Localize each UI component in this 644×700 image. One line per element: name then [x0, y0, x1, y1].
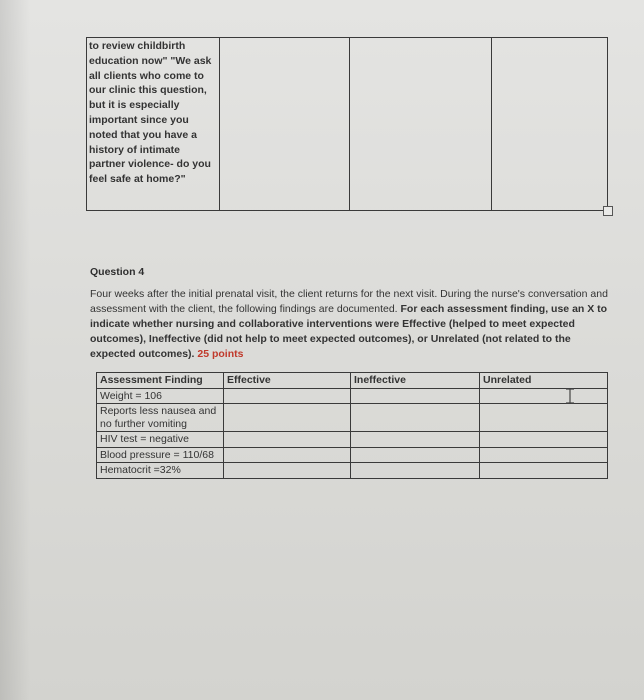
finding-label: Reports less nausea and no further vomiting [97, 404, 224, 432]
previous-table-cell-text[interactable]: to review childbirth education now" "We ask all clients who come to our clinic this question, but it is especially important since you noted that you have a history of intimate partner violence- do you feel safe at home?" [87, 38, 220, 211]
unrelated-cell[interactable] [480, 463, 608, 479]
unrelated-cell[interactable] [480, 432, 608, 448]
unrelated-cell[interactable] [480, 404, 608, 432]
table-row [97, 432, 608, 448]
ineffective-cell[interactable] [351, 447, 480, 463]
ineffective-cell[interactable] [351, 388, 480, 404]
question-instruction: For each assessment finding, use an X to indicate whether nursing and collaborative interventions were Effective (helped to meet expected outcomes), Ineffective (did not help to meet expected outcomes), or Unrelated (not related to the expected outcomes). [90, 303, 608, 360]
effective-cell[interactable] [224, 447, 351, 463]
question-points: 25 points [197, 348, 244, 360]
ineffective-cell[interactable] [351, 463, 480, 479]
effective-cell[interactable] [224, 388, 351, 404]
finding-label: HIV test = negative [97, 432, 224, 448]
previous-table-cell[interactable] [220, 38, 350, 211]
table-row [97, 463, 608, 479]
text-cursor-icon [564, 388, 576, 404]
header-unrelated: Unrelated [480, 373, 608, 389]
question-text [90, 287, 610, 362]
table-row [97, 447, 608, 463]
unrelated-cell[interactable] [480, 447, 608, 463]
finding-label: Blood pressure = 110/68 [97, 447, 224, 463]
header-effective: Effective [224, 373, 351, 389]
effective-cell[interactable] [224, 404, 351, 432]
assessment-table [96, 372, 608, 479]
previous-table-cell[interactable] [350, 38, 492, 211]
finding-label: Weight = 106 [97, 388, 224, 404]
previous-question-table [86, 37, 608, 211]
question-intro: Four weeks after the initial prenatal visit, the client returns for the next visit. During the nurse's conversation and assessment with the client, the following findings are documented. [90, 288, 608, 315]
question-title: Question 4 [90, 266, 145, 278]
effective-cell[interactable] [224, 463, 351, 479]
header-ineffective: Ineffective [351, 373, 480, 389]
table-row [97, 388, 608, 404]
table-resize-handle[interactable] [603, 206, 613, 216]
table-row [97, 404, 608, 432]
previous-table-cell[interactable] [492, 38, 608, 211]
table-header-row [97, 373, 608, 389]
ineffective-cell[interactable] [351, 432, 480, 448]
page-shadow [0, 0, 30, 700]
effective-cell[interactable] [224, 432, 351, 448]
header-assessment-finding: Assessment Finding [97, 373, 224, 389]
unrelated-cell[interactable] [480, 388, 608, 404]
finding-label: Hematocrit =32% [97, 463, 224, 479]
ineffective-cell[interactable] [351, 404, 480, 432]
